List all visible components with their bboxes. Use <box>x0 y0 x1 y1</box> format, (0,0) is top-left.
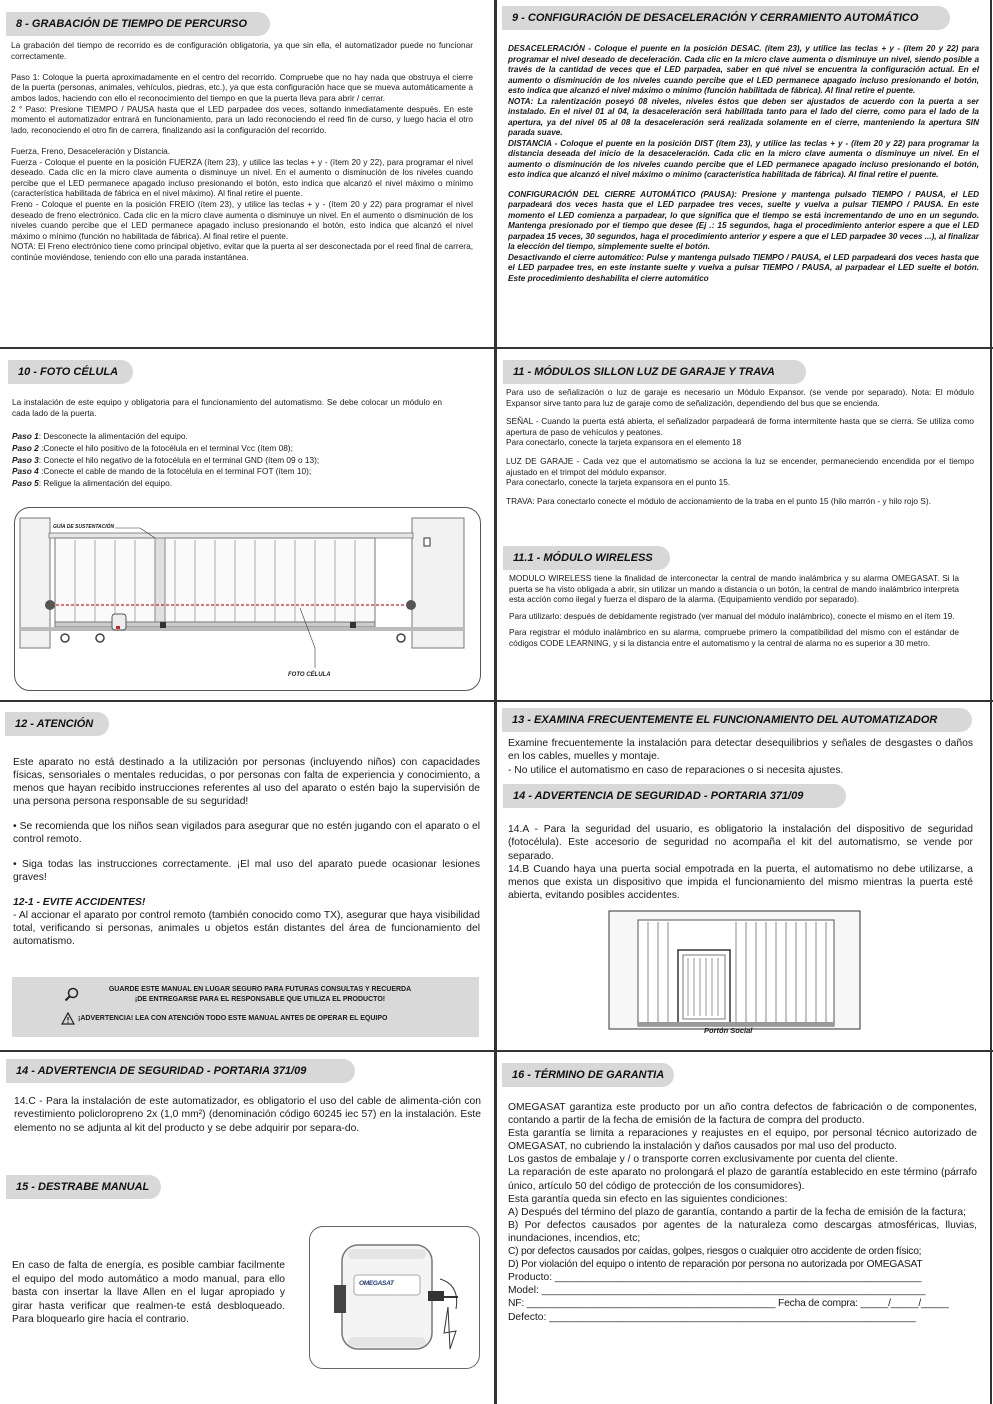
s9-nota: NOTA: La ralentización poseyó 08 niveles, niveles éstos que deben ser ajustados de acuerdo con la puerta a ser instalado. En el nivel 01 al 04, la desaceleración será habilitada tanto para el lado del cierre, como para el lado de la apertura, ya del nivel 05 al 08 la desaceleración será realizada solamente en el cierre, manteniendo la apertura SIN parada suave. <box>508 96 979 137</box>
s8-subtitle: Fuerza, Freno, Desaceleración y Distancia. <box>11 145 171 156</box>
section-16-title: 16 - TÉRMINO DE GARANTIA <box>502 1063 674 1087</box>
notice-line-1: GUARDE ESTE MANUAL EN LUGAR SEGURO PARA FUTURAS CONSULTAS Y RECUERDA <box>108 986 412 993</box>
section-13-title: 13 - EXAMINA FRECUENTEMENTE EL FUNCIONAMIENTO DEL AUTOMATIZADOR <box>502 708 972 732</box>
porton-social-label: Portón Social <box>704 1026 753 1035</box>
s11-luz-connect: Para conectarlo, conecte la tarjeta expansora en el punto 15. <box>506 477 731 488</box>
social-gate-figure <box>608 910 861 1036</box>
s12-p2: • Se recomienda que los niños sean vigilados para asegurar que no estén jugando con el aparato o el control remoto. <box>13 821 480 845</box>
s8-intro: La grabación del tiempo de recorrido es de configuración obligatoria, ya que sin ella, el automatizador puede no funcionar correctamente. <box>11 40 473 61</box>
s16-line-9: D) Por violación del equipo o intento de reparación por persona no autorizada por OMEGASAT <box>508 1259 923 1271</box>
section-11-title: 11 - MÓDULOS SILLON LUZ DE GARAJE Y TRAVA <box>503 360 806 384</box>
s8-nota: NOTA: El Freno electrónico tiene como principal objetivo, evitar que la puerta al ser desconectada por el reed final de carrera, continúe moviéndose, teniendo con ello una parada instantánea. <box>11 241 473 262</box>
s11-1-p1: MODULO WIRELESS tiene la finalidad de interconectar la central de mando inalámbrica y su alarma OMEGASAT. Si la puerta se ha visto obligada a abrir, sin utilizar un mando a distancia o un botón, la central de mando inalámbrico interpreta esta acción como ilegal y fuerza el disparo de la alarma. (Equipamiento vendido por separado). <box>509 573 959 605</box>
s9-distancia: DISTANCIA - Coloque el puente en la posición DIST (ítem 23), y utilice las teclas + y - (ítem 20 y 22) para programar la distancia deseada del inicio de la desaceleración. Cada clic en la micro clave aumenta o disminuye un nivel. En el aumento o disminución de los niveles cuando percibe que el LED permanece apagado incluso presionando el botón, esto indica que alcanzó el nivel máximo o mínimo (característica habilitada de fábrica). Al final retire el puente. <box>508 138 979 179</box>
section-14b-body: 14.C - Para la instalación de este automatizador, es obligatorio el uso del cable de alimenta-ción con revestimiento policloropreno 2x (1,0 mm²) (denominación código 60245 iec 57) en la instalación. Este elemento no se adjunta al kit del producto y se debe adquirir por separa-do. <box>14 1096 481 1134</box>
s9-desaceleracion: DESACELERACIÓN - Coloque el puente en la posición DESAC. (ítem 23), y utilice las teclas + y - (ítem 20 y 22) para programar el nivel deseado de deceleración. Cada clic en la micro clave aumenta o disminuye un nivel, siendo posible a través de la cantidad de veces que el LED parpadea, saber en qué nivel se encuentra la configuración actual. En el aumento o disminución de los niveles cuando percibe que el LED permanece apagado incluso presionando el botón, esto indica que alcanzó el nivel máximo o mínimo (función habilitada de fábrica). Al final retire el puente. <box>508 44 979 95</box>
s10-step-3: Paso 3: Conecte el hilo negativo de la fotocélula en el terminal GND (ítem 09 o 13); <box>12 454 320 465</box>
s11-luz: LUZ DE GARAJE - Cada vez que el automatismo se acciona la luz se encender, permaneciendo encendida por el tiempo ajustado en el trimpot del módulo expansor. <box>506 455 974 477</box>
s8-step2: 2 ° Paso: Presione TIEMPO / PAUSA hasta que el LED parpadee dos veces, soltando inmediatamente después. En este momento el automatizador entrará en funcionamiento, para un lado reconociendo el reed fin de curso, y luego hacia el otro lado, reconociendo el otro fin de carrera, finalizando así la configuración del recorrido. <box>11 103 473 135</box>
gate-with-door-diagram <box>608 910 861 1036</box>
section-9-body <box>508 44 979 284</box>
section-11-body <box>506 387 974 506</box>
right-border <box>990 0 992 1404</box>
s11-intro: Para uso de señalización o luz de garaje es necesario un Módulo Expansor. (se vende por separado). Nota: El módulo Expansor sirve tanto para luz de garaje como de señalización, dependiendo del bus que se encienda. <box>506 387 974 408</box>
s16-line-3: Los gastos de embalaje y / o transporte corren exclusivamente por cuenta del cliente. <box>508 1154 898 1166</box>
safety-notice-box <box>12 977 479 1037</box>
s11-senal-connect: Para conectarlo, conecte la tarjeta expansora en el elemento 18 <box>506 437 742 448</box>
s12-p1: Este aparato no está destinado a la utilización por personas (incluyendo niños) con capacidades físicas, sensoriales o mentales reducidas, o por personas con falta de experiencia y conocimiento, a menos que hayan recibido instrucciones referentes al uso del aparato o estén bajo la supervisión de una persona persona responsable de su seguridad! <box>13 757 480 807</box>
s14a-p2: 14.B Cuando haya una puerta social empotrada en la puerta, el automatismo no debe utilizarse, a menos que exista un dispositivo que impida el funcionamiento del mismo mientras la puerta esté abierta, evitando posibles accidentes. <box>508 863 973 902</box>
guia-sustentacion-label: GUÍA DE SUSTENTACIÓN <box>53 524 115 530</box>
s13-p1: Examine frecuentemente la instalación para detectar desequilibrios y señales de desgastes o daños en los cables, muelles y montaje. <box>508 738 973 763</box>
field-model[interactable]: Model: ___________________________________________________________________ <box>508 1285 926 1297</box>
s10-step-5: Paso 5: Religue la alimentación del equipo. <box>12 478 173 489</box>
s12-subtitle: 12-1 - EVITE ACCIDENTES! <box>13 897 146 908</box>
section-14a-body <box>508 823 973 903</box>
s10-step-2: Paso 2 :Conecte el hilo positivo de la fotocélula en el terminal Vcc (ítem 08); <box>12 442 293 453</box>
section-10-title: 10 - FOTO CÉLULA <box>8 360 133 384</box>
section-10-intro: La instalación de este equipo y obligatoria para el funcionamiento del automatismo. Se debe colocar un módulo en cada lado de la puerta. <box>12 397 442 418</box>
field-producto[interactable]: Producto: ________________________________________________________________ <box>508 1272 922 1284</box>
motor-unlock-figure <box>309 1226 480 1369</box>
field-defecto[interactable]: Defecto: ________________________________________________________________ <box>508 1311 916 1323</box>
row-divider-2 <box>0 700 993 702</box>
section-11-1-body <box>509 573 959 649</box>
s13-p2: - No utilice el automatismo en caso de reparaciones o si necesita ajustes. <box>508 764 844 776</box>
s16-line-4: La reparación de este aparato no prolongará el plazo de garantía establecido en este término (párrafo único, artículo 50 del código de protección de los consumidores). <box>508 1167 977 1192</box>
photocell-figure <box>14 507 481 691</box>
foto-celula-label: FOTO CÉLULA <box>288 672 331 678</box>
s16-line-5: Esta garantía queda sin efecto en las siguientes condiciones: <box>508 1193 788 1205</box>
s11-senal: SEÑAL - Cuando la puerta está abierta, el señalizador parpadeará de forma intermitente hasta que se cierra. Se utiliza como apertura de paso de vehículos y peatones. <box>506 416 974 437</box>
section-13-body <box>508 737 973 777</box>
s10-step-1: Paso 1: Desconecte la alimentación del equipo. <box>12 431 188 441</box>
notice-line-2: ¡DE ENTREGARSE PARA EL RESPONSABLE QUE UTILIZA EL PRODUCTO! <box>134 996 386 1003</box>
s9-desactivando: Desactivando el cierre automático: Pulse y mantenga pulsado TIEMPO / PAUSA, el LED parpadeará dos veces hasta que el LED parpadee tres, en este instante suelte y vuelva a pulsar TIEMPO / PAUSA, al parpadear el LED suelte el botón. Este procedimiento deshabilita el cierre automático <box>508 252 979 283</box>
s11-1-p3: Para registrar el módulo inalámbrico en su alarma, compruebe primero la compatibilidad del mismo con el estándar de códigos CODE LEARNING, y si la distancia entre el automatismo y la central de alarma no es superior a 30 metro. <box>509 627 959 648</box>
column-divider <box>494 0 497 1404</box>
s14a-p1: 14.A - Para la seguridad del usuario, es obligatorio la instalación del dispositivo de seguridad (fotocélula). Este accesorio de seguridad no acompaña el kit del automatismo, se vende por separado. <box>508 824 973 862</box>
row-divider-1 <box>0 347 993 349</box>
section-16-body <box>508 1101 977 1324</box>
section-14b-title: 14 - ADVERTENCIA DE SEGURIDAD - PORTARIA 371/09 <box>6 1059 355 1083</box>
s11-1-p2: Para utilizarlo: después de debidamente registrado (ver manual del módulo inalámbrico), conecte el mismo en el ítem 19. <box>509 610 955 621</box>
s8-freno: Freno - Coloque el puente en la posición FREIO (ítem 23), y utilice las teclas + y - (ítem 20 y 22) para programar el nivel deseado de freno electrónico. Cada clic en la micro clave aumenta o disminuye un nivel. En el aumento o disminución de los niveles cuando percibe que el LED permanece apagado incluso presionando el botón, esto indica que alcanzó el nivel máximo o mínimo (función no habilitada de fábrica). Al final retire el puente. <box>11 198 473 241</box>
s16-line-2: Esta garantía se limita a reparaciones y reajustes en el equipo, por personal técnico autorizado de OMEGASAT, no cubriendo la instalación y daños causados por mal uso del producto. <box>508 1128 977 1153</box>
s16-line-8: C) por defectos causados por caídas, golpes, riesgos o cualquier otro accidente de orden físico; <box>508 1246 922 1258</box>
motor-brand-logo: OMEGASAT <box>359 1280 394 1287</box>
field-nf-fecha[interactable]: NF: _____________________________________________ Fecha de compra: _____/_____/_____ <box>508 1298 949 1310</box>
section-8-body <box>11 40 473 262</box>
warning-icon <box>61 1012 75 1025</box>
search-icon <box>64 987 79 1002</box>
s16-line-7: B) Por defectos causados por agentes de la naturaleza como descargas atmosféricas, lluvias, inundaciones, incendios, etc; <box>508 1219 977 1244</box>
section-12-title: 12 - ATENCIÓN <box>5 712 109 736</box>
sliding-gate-diagram <box>15 508 481 691</box>
section-10-steps <box>12 431 482 490</box>
s11-trava: TRAVA: Para conectarlo conecte el módulo de accionamiento de la traba en el punto 15 (hilo marrón - y hilo rojo S). <box>506 495 931 506</box>
s12-p4: - Al accionar el aparato por control remoto (también conocido como TX), asegurar que haya visibilidad total, verificando si personas, animales u objetos están distantes del área de funcionamiento del automatismo. <box>13 910 480 947</box>
section-9-title: 9 - CONFIGURACIÓN DE DESACELERACIÓN Y CERRAMIENTO AUTOMÁTICO <box>502 6 950 30</box>
s16-line-6: A) Después del término del plazo de garantía, contando a partir de la fecha de emisión de la factura; <box>508 1206 966 1218</box>
section-15-body: En caso de falta de energía, es posible cambiar facilmente el equipo del modo automático a modo manual, para ello basta con insertar la llave Allen en el lugar apropiado y girar hasta verificar que realmen-te está desbloqueado. Para bloquearlo gire hacia el contrario. <box>12 1260 285 1325</box>
s8-fuerza: Fuerza - Coloque el puente en la posición FUERZA (ítem 23), y utilice las teclas + y - (ítem 20 y 22), para programar el nivel deseado. Cada clic en la micro clave aumenta o disminuye un nivel. En el aumento o disminución de los niveles cuando percibe que el LED permanece apagado incluso presionando el botón, esto indica que alcanzó el nivel máximo o mínimo (característica habilitada de fábrica en el nivel máximo). Al final retire el puente. <box>11 156 473 199</box>
section-15-title: 15 - DESTRABE MANUAL <box>6 1175 161 1199</box>
s16-line-1: OMEGASAT garantiza este producto por un año contra defectos de fabricación o de componentes, contando a partir de la fecha de emisión de la factura de compra del producto. <box>508 1102 977 1127</box>
motor-housing-diagram <box>310 1227 480 1369</box>
notice-line-3: ¡ADVERTENCIA! LEA CON ATENCIÓN TODO ESTE MANUAL ANTES DE OPERAR EL EQUIPO <box>78 1015 388 1022</box>
s9-pausa: CONFIGURACIÓN DEL CIERRE AUTOMÁTICO (PAUSA): Presione y mantenga pulsado TIEMPO / PAUSA, el LED parpadeará dos veces hasta que el LED parpadee tres veces, suelte y vuelva a pulsar TIEMPO / PAUSA. En este momento el LED comienza a parpadear, lo que significa que el tiempo se está incrementando de uno en un segundo. Mantenga presionado por el tiempo que desee (Ej .: 15 segundos, haga el procedimiento anterior espere a que el LED parpadea 15 veces, 30 segundos, haga el procedimiento anterior y espere a que el LED parpadee 30 veces ...), al finalizar la elección del tiempo, simplemente suelte el botón. <box>508 189 979 251</box>
section-11-1-title: 11.1 - MÓDULO WIRELESS <box>503 546 670 570</box>
s10-step-4: Paso 4 :Conecte el cable de mando de la fotocélula en el terminal FOT (ítem 10); <box>12 466 312 477</box>
row-divider-3 <box>0 1050 993 1052</box>
section-8-title: 8 - GRABACIÓN DE TIEMPO DE PERCURSO <box>6 12 270 36</box>
s8-step1: Paso 1: Coloque la puerta aproximadamente en el centro del recorrido. Compruebe que no hay nada que obstruya el cierre de la puerta (personas, animales, vehículos, piedras, etc.), ya que esta configuración hace que se mueva automáticamente a ambos lados, haciendo con ello el reconocimiento del tiempo en que la puerta lleva para abrir / cerrar. <box>11 71 473 103</box>
section-12-body <box>13 756 480 948</box>
section-14a-title: 14 - ADVERTENCIA DE SEGURIDAD - PORTARIA 371/09 <box>503 784 846 808</box>
s12-p3: • Siga todas las instrucciones correctamente. ¡El mal uso del aparato puede ocasionar lesiones graves! <box>13 859 480 883</box>
